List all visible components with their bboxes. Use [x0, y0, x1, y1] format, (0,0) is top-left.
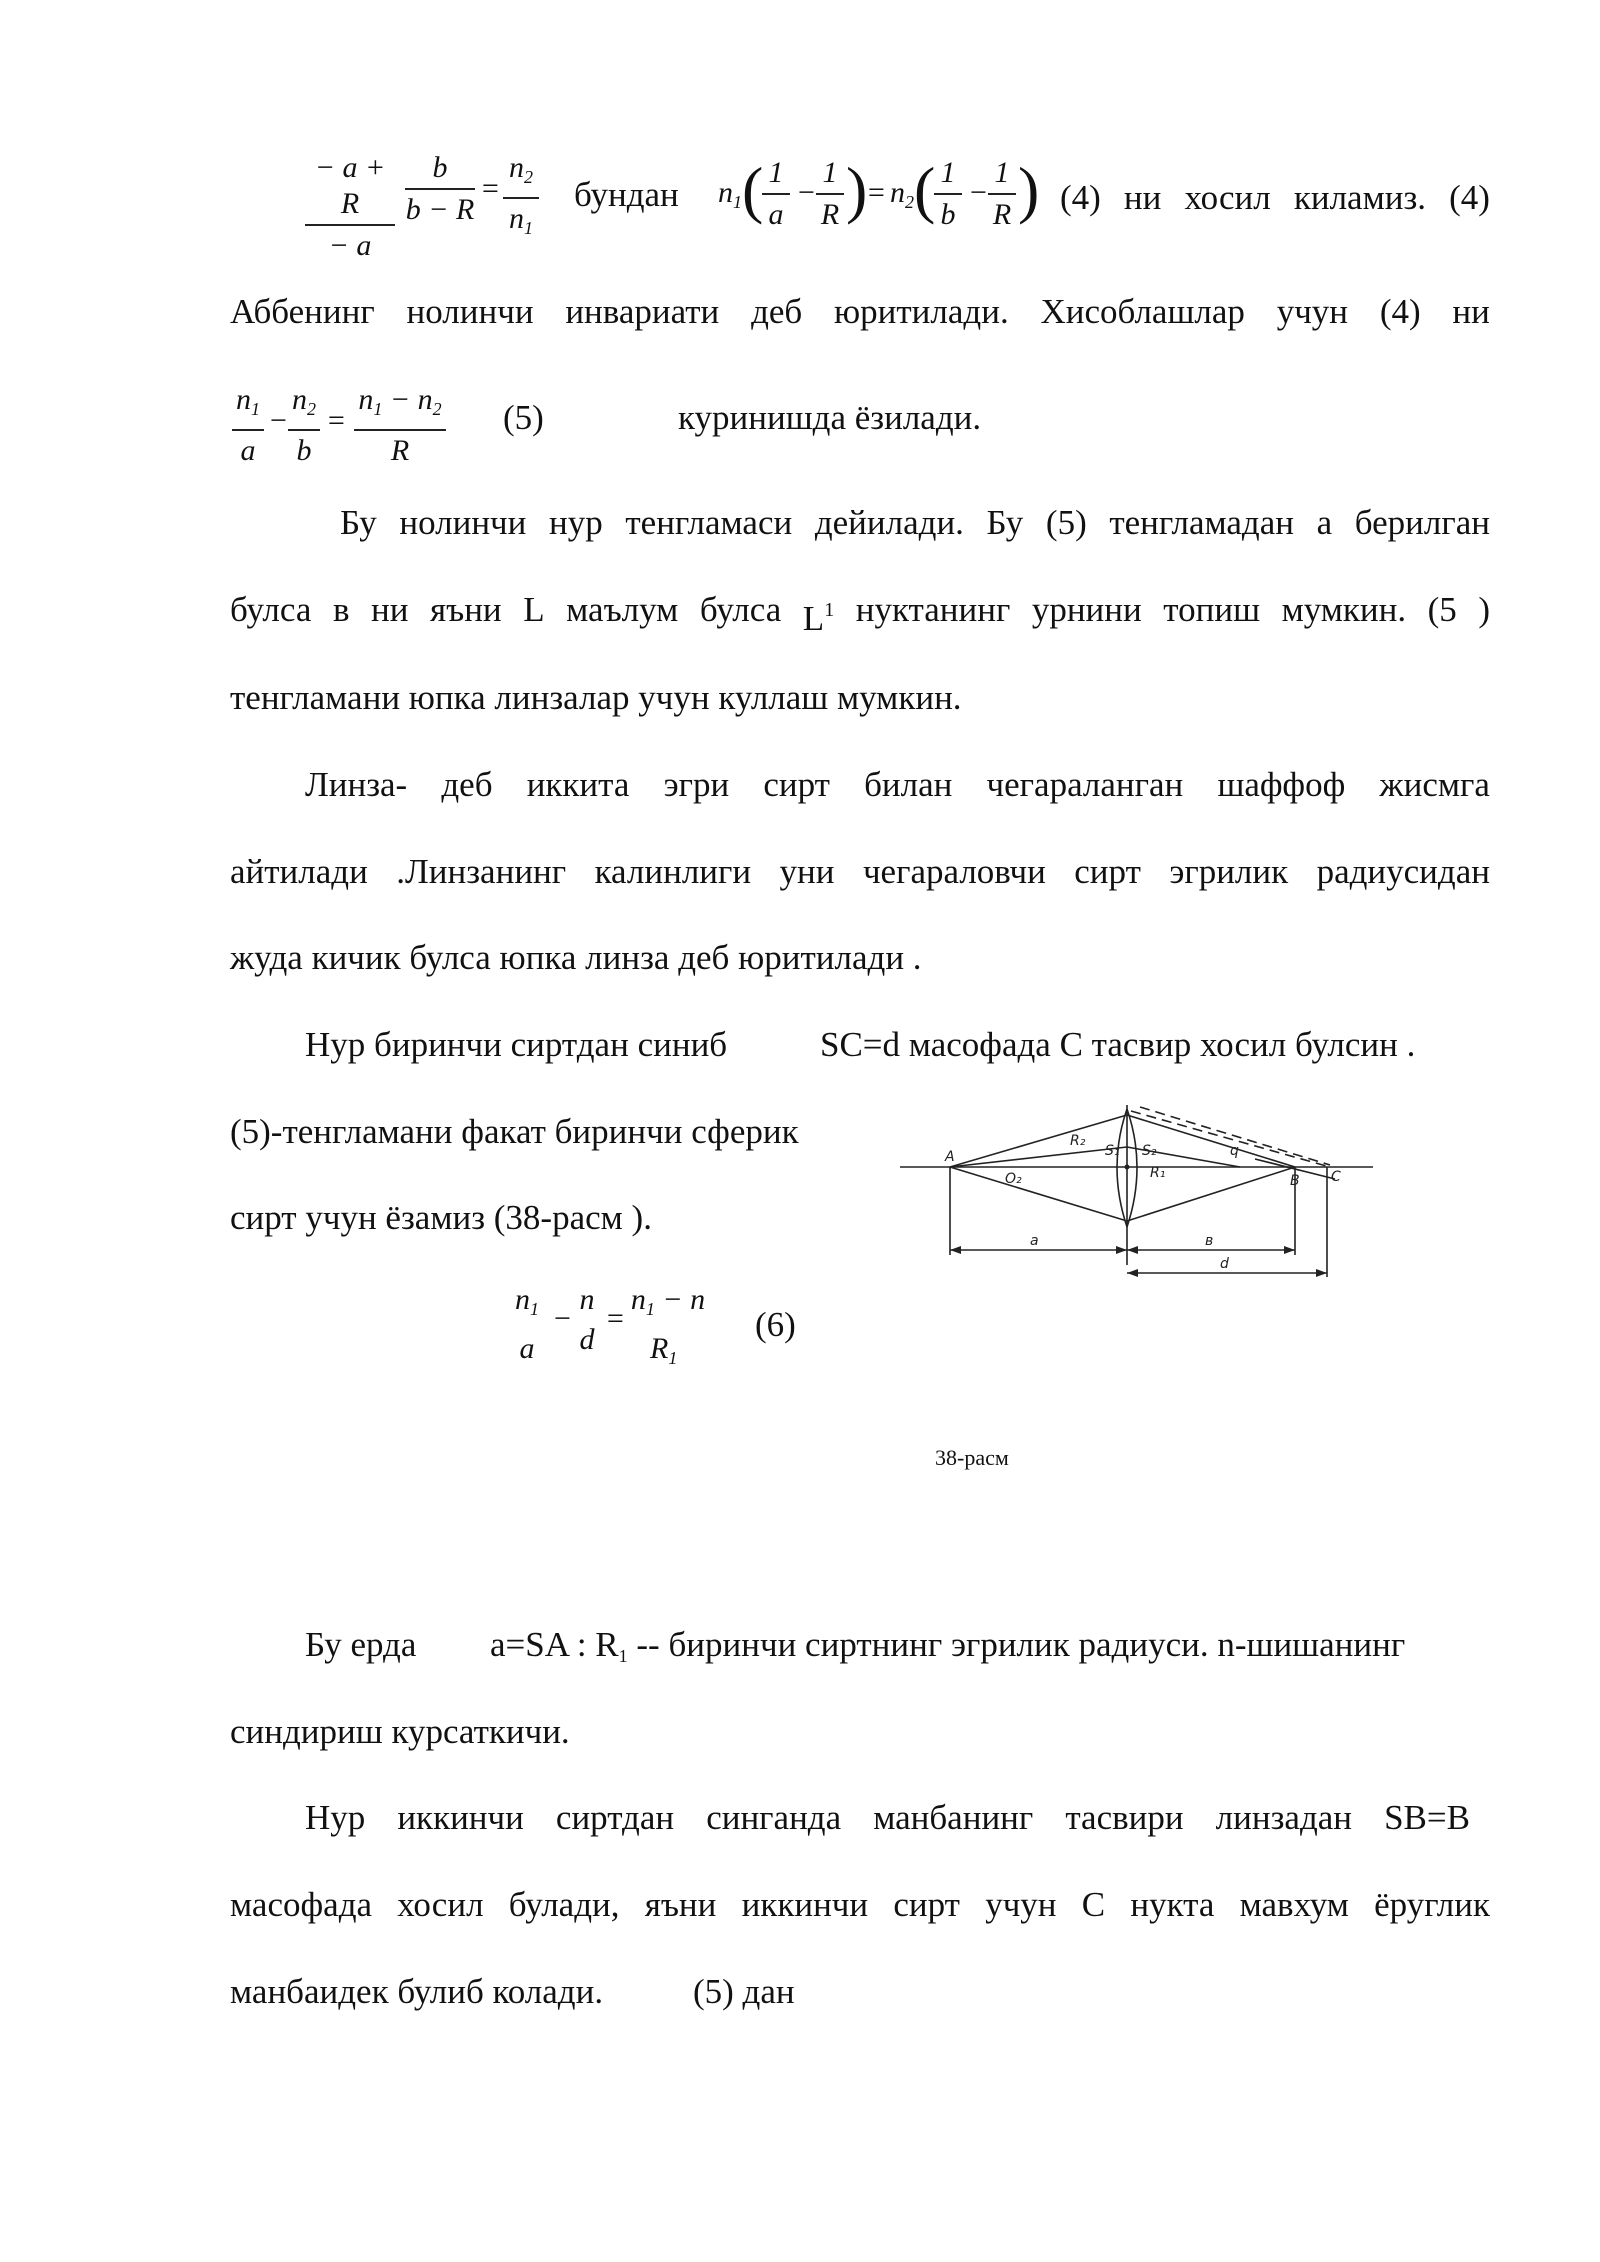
equals-sign: =: [480, 172, 501, 205]
fraction-n1-over-a: $n_1$ a: [232, 382, 264, 469]
text-line: сирт учун ёзамиз (38-расм ).: [230, 1198, 652, 1237]
fraction-1-over-a: 1 a: [762, 155, 790, 233]
ray-inner: [950, 1147, 1127, 1167]
paren-close: ): [846, 154, 868, 225]
text-line: манбаидек булиб колади.: [230, 1972, 604, 2011]
text-line: (5)-тенгламани факат биринчи сферик: [230, 1112, 799, 1151]
fraction-lhs-2: [405, 150, 475, 228]
fraction-rhs: $n_1 - n_2$ R: [354, 382, 446, 469]
label-S2: S₂: [1142, 1143, 1157, 1159]
text-line: (5) дан: [693, 1972, 795, 2011]
ray-top: [950, 1115, 1127, 1167]
fraction-denominator: b − R: [405, 193, 475, 226]
fraction-denominator: $n_1$: [509, 202, 533, 238]
document-page: − a + R − a b b − R = $n_2$ $n_1$ бундан $n_1$ ( 1 a − 1 R ) = $n_2$ ( 1 b − 1 R ) (4) ни хосил киламиз. (4) Аббенинг нолинчи инвариати деб юритилади. Хисоблашлар учун (4) ни $n_1$ a − $n_2$ b = $n_1 - n_2$ R (5) куринишда ёзилади. Бу нолинчи нур тенгламаси дейилади. Бу (5) тенгламадан а берилган булса в ни яъни L маълум булса $L^1$ нуктанинг урнини топиш мумкин. (5 ) тенгламани юпка линзалар учун куллаш мумкин. Линза- деб иккита эгри сирт билан чегараланган шаффоф жисмга айтилади .Линзанинг калинлиги уни чегараловчи сирт эгрилик радиусидан жуда кичик булса юпка линза деб юритилади . Нур биринчи сиртдан синиб SC=d масофада C тасвир хосил булсин . (5)-тенгламани факат биринчи сферик сирт учун ёзамиз (38-расм ). A R₂ S₁ S₂ q O₂ R₁ B C a в d $n_1$ a − n d = $n_1 - n$ $R_1$ (6) 38-расм Бу ерда a=SA : $R_1$ -- биринчи сиртнинг эгрилик радиуси. n-шишанинг синдириш курсаткичи. Нур иккинчи сиртдан синганда манбанинг тасвири линзадан SB=B масофада хосил булади, яъни иккинчи сирт учун С нукта мавхум ёруглик манбаидек булиб колади. (5) дан: [230, 151, 1490, 2011]
text-line: Нур биринчи сиртдан синиб: [305, 1025, 728, 1064]
equals-sign: =: [866, 176, 887, 209]
text-line: айтилади .Линзанинг калинлиги уни чегараловчи сирт эгрилик радиусидан: [230, 852, 1490, 891]
fraction-rhs: [503, 150, 539, 246]
lens-diagram: [895, 1095, 1375, 1295]
figure-caption: 38-расм: [935, 1445, 1009, 1470]
text-line: Нур иккинчи сиртдан синганда манбанинг тасвири линзадан SB=B: [305, 1798, 1470, 1837]
fraction-lhs-1: [305, 150, 395, 264]
label-C: C: [1331, 1169, 1341, 1185]
label-R2: R₂: [1070, 1133, 1086, 1149]
text-line: масофада хосил булади, яъни иккинчи сирт учун С нукта мавхум ёруглик: [230, 1885, 1490, 1924]
label-b: в: [1205, 1233, 1214, 1249]
fraction-1-over-R: 1 R: [816, 155, 844, 233]
word-bundan: бундан: [574, 175, 679, 214]
fraction-numerator: b: [432, 151, 448, 184]
fraction-1-over-R: 1 R: [988, 155, 1016, 233]
ray-bottom: [950, 1167, 1127, 1221]
equation-label: (5): [503, 398, 544, 437]
ray-top-refracted: [1127, 1115, 1295, 1167]
minus-sign: −: [968, 176, 989, 209]
text-line: Линза- деб иккита эгри сирт билан чегараланган шаффоф жисмга: [305, 765, 1490, 804]
paren-open: (: [742, 154, 764, 225]
equation-4-tail: (4) ни хосил киламиз. (4): [1060, 178, 1490, 217]
equation-label: (6): [755, 1305, 796, 1344]
text-line: Бу ерда: [305, 1625, 417, 1664]
fraction-numerator: $n_2$: [509, 151, 533, 187]
label-a: a: [1030, 1233, 1039, 1249]
text-line: куринишда ёзилади.: [678, 398, 982, 437]
text-line: Бу нолинчи нур тенгламаси дейилади. Бу (5) тенгламадан а берилган: [340, 503, 1490, 542]
label-q: q: [1230, 1143, 1239, 1159]
text-line: булса в ни яъни L маълум булса $L^1$ нуктанинг урнини топиш мумкин. (5 ): [230, 590, 1490, 638]
fraction-denominator: − a: [328, 229, 372, 262]
fraction-n2-over-b: $n_2$ b: [288, 382, 320, 469]
label-S1: S₁: [1105, 1143, 1120, 1159]
text-line: Аббенинг нолинчи инвариати деб юритилади. Хисоблашлар учун (4) ни: [230, 292, 1490, 331]
label-A: A: [945, 1149, 955, 1165]
text-line: тенгламани юпка линзалар учун куллаш мумкин.: [230, 678, 962, 717]
fraction-1-over-b: 1 b: [934, 155, 962, 233]
paren-close: ): [1018, 154, 1040, 225]
label-O2: O₂: [1005, 1171, 1022, 1187]
invariant-n1: $n_1$: [718, 176, 742, 212]
minus-sign: −: [796, 176, 817, 209]
fraction-numerator: − a + R: [314, 151, 386, 220]
paren-open: (: [914, 154, 936, 225]
text-line: жуда кичик булса юпка линза деб юритилади .: [230, 938, 922, 977]
label-d: d: [1220, 1256, 1229, 1272]
invariant-n2: $n_2$: [890, 176, 914, 212]
fraction-n-over-d: n d: [579, 1283, 595, 1356]
text-line: SC=d масофада C тасвир хосил булсин .: [820, 1025, 1416, 1064]
fraction-rhs: $n_1 - n$ $R_1$: [630, 1283, 706, 1368]
fraction-n1-over-a: $n_1$ a: [515, 1283, 539, 1365]
label-R1: R₁: [1150, 1165, 1166, 1181]
text-line: синдириш курсаткичи.: [230, 1712, 570, 1751]
text-line: a=SA : $R_1$ -- биринчи сиртнинг эгрилик радиуси. n-шишанинг: [490, 1625, 1406, 1666]
label-B: B: [1290, 1173, 1300, 1189]
